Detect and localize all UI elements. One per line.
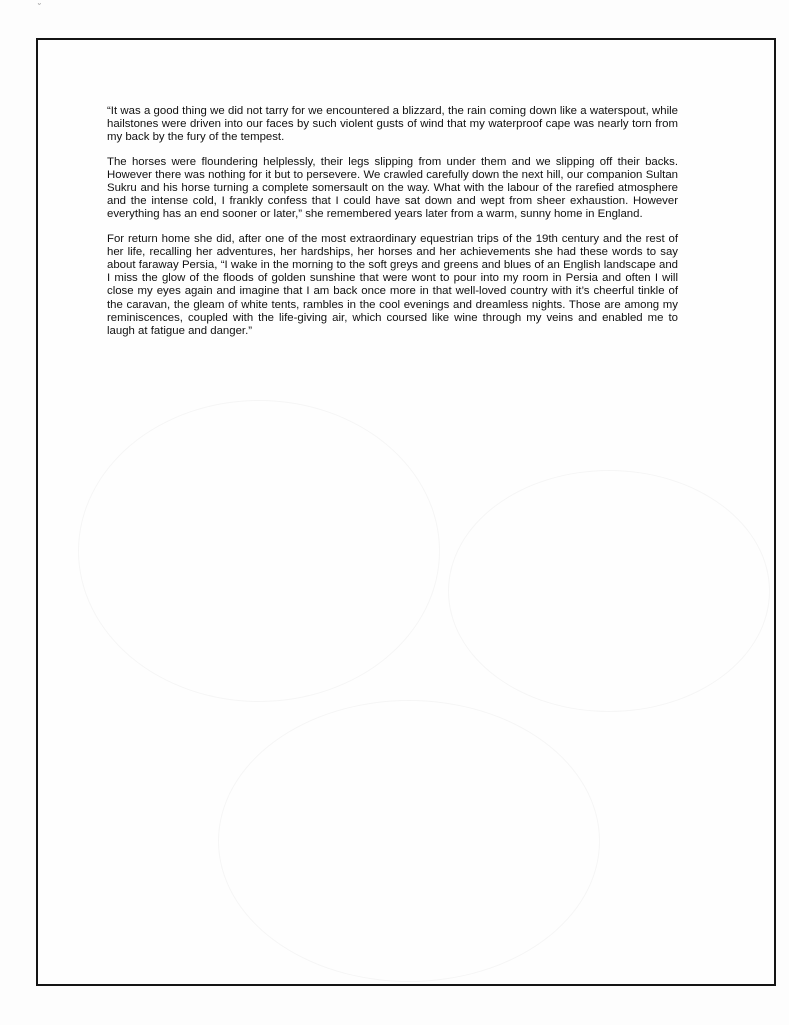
bleed-through-shape — [78, 400, 440, 702]
bleed-through-shape — [448, 470, 770, 712]
paragraph-return-home: For return home she did, after one of the most extraordinary equestrian trips of the 19th century and the rest of her life, recalling her adventures, her hardships, her horses and her achievements she had these words to say about faraway Persia, “I wake in the morning to the soft greys and greens and blues of an English landscape and I miss the glow of the floods of golden sunshine that were wont to pour into my room in Persia and often I will close my eyes again and imagine that I am back once more in that well-loved country with it’s cheerful tinkle of the caravan, the gleam of white tents, rambles in the cool evenings and dreamless nights. Those are among my reminiscences, coupled with the life-giving air, which coursed like wine through my veins and enabled me to laugh at fatigue and danger.” — [107, 232, 678, 338]
bleed-through-shape — [218, 700, 600, 982]
paragraph-blizzard: “It was a good thing we did not tarry for we encountered a blizzard, the rain coming down like a waterspout, while hailstones were driven into our faces by such violent gusts of wind that my waterproof cape was nearly torn from my back by the fury of the tempest. — [107, 105, 678, 144]
corner-mark: ˘ — [38, 2, 41, 12]
paragraph-horses: The horses were floundering helplessly, their legs slipping from under them and we slipping off their backs. However there was nothing for it but to persevere. We crawled carefully down the next hill, our companion Sultan Sukru and his horse turning a complete somersault on the way. What with the labour of the rarefied atmosphere and the intense cold, I frankly confess that I could have sat down and wept from sheer exhaustion. However everything has an end sooner or later,” she remembered years later from a warm, sunny home in England. — [107, 155, 678, 221]
body-text — [107, 105, 678, 349]
